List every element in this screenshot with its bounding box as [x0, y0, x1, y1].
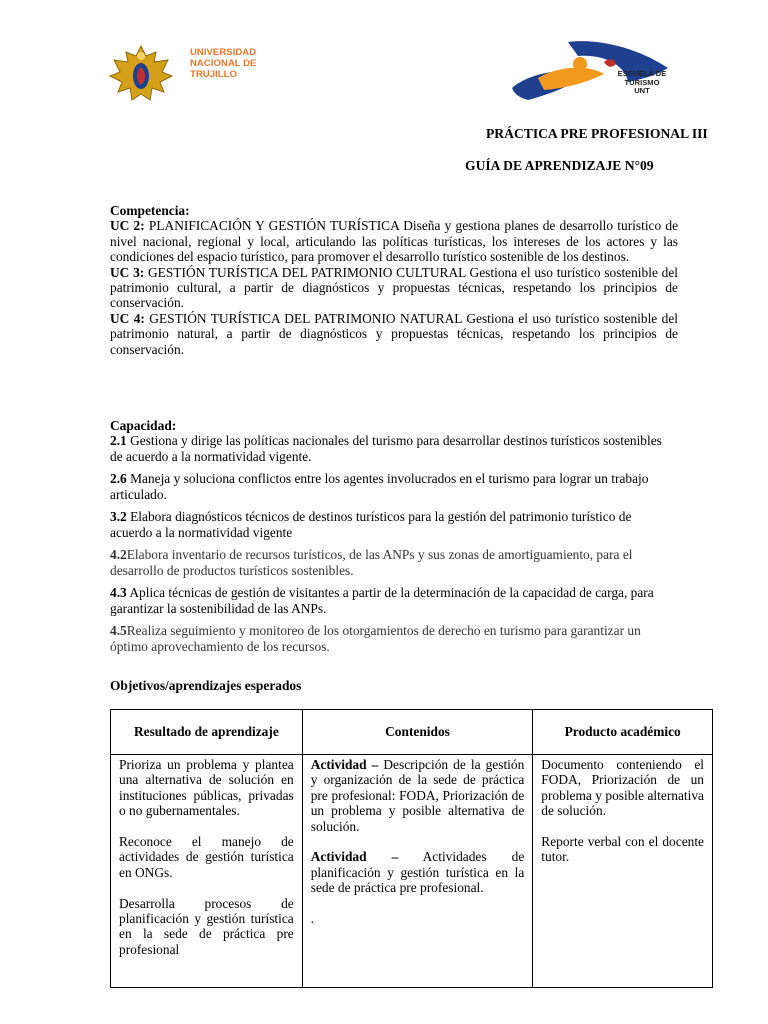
table-cell-results: Prioriza un problema y plantea una alternativa de solución en instituciones públicas, privadas o no gubernamentales. Reconoce el manejo de actividades de gestión turística en ONGs. Desarrolla procesos de planificación y gestión turística en la sede de práctica pre profesional	[111, 755, 303, 988]
competencia-item: UC 3: GESTIÓN TURÍSTICA DEL PATRIMONIO CULTURAL Gestiona el uso turístico sostenible del patrimonio cultural, a partir de diagnósticos y propuestas técnicas, respetando los principios de conservación.	[110, 264, 678, 311]
school-name: ESCUELA DE TURISMO UNT	[617, 69, 667, 96]
school-logo	[508, 38, 680, 110]
table-header-cell: Resultado de aprendizaje	[111, 710, 303, 755]
table-header-cell: Contenidos	[302, 710, 533, 755]
capacidad-heading: Capacidad:	[110, 418, 177, 433]
practice-title: PRÁCTICA PRE PROFESIONAL III	[486, 126, 708, 141]
university-name: UNIVERSIDAD NACIONAL DE TRUJILLO	[190, 47, 257, 80]
eagle-crest-icon	[106, 42, 176, 108]
table-cell-product: Documento conteniendo el FODA, Priorización de un problema y posible alternativa de solución. Reporte verbal con el docente tutor.	[533, 755, 713, 988]
competencia-section	[110, 203, 678, 357]
table-cell-contents: Actividad – Descripción de la gestión y organización de la sede de práctica pre profesional: FODA, Priorización de un problema y posible alternativa de solución. Actividad – Actividades de planificación y gestión turística en la sede de práctica pre profesional. .	[302, 755, 533, 988]
competencia-heading: Competencia:	[110, 203, 190, 218]
table-header-row	[111, 710, 713, 755]
capacidad-item: 4.5Realiza seguimiento y monitoreo de los otorgamientos de derecho en turismo para garantizar un óptimo aprovechamiento de los recursos.	[110, 623, 641, 654]
capacidad-item: 4.2Elabora inventario de recursos turísticos, de las ANPs y sus zonas de amortiguamiento, para el desarrollo de productos turísticos sostenibles.	[110, 547, 633, 578]
table-row	[111, 755, 713, 988]
learning-table	[110, 709, 713, 988]
competencia-item: UC 4: GESTIÓN TURÍSTICA DEL PATRIMONIO NATURAL Gestiona el uso turístico sostenible del patrimonio natural, a partir de diagnósticos y propuestas técnicas, respetando los principios de conservación.	[110, 310, 678, 357]
table-header-cell: Producto académico	[533, 710, 713, 755]
capacidad-item: 2.6 Maneja y soluciona conflictos entre los agentes involucrados en el turismo para lograr un trabajo articulado.	[110, 471, 649, 502]
university-logo	[106, 42, 306, 108]
capacidad-item: 3.2 Elabora diagnósticos técnicos de destinos turísticos para la gestión del patrimonio turístico de acuerdo a la normatividad vigente	[110, 509, 632, 540]
capacidad-section	[110, 418, 670, 661]
capacidad-item: 4.3 Aplica técnicas de gestión de visitantes a partir de la determinación de la capacidad de carga, para garantizar la sostenibilidad de las ANPs.	[110, 585, 654, 616]
objetivos-heading: Objetivos/aprendizajes esperados	[110, 678, 302, 693]
competencia-item: UC 2: PLANIFICACIÓN Y GESTIÓN TURÍSTICA Diseña y gestiona planes de desarrollo turístico de nivel nacional, regional y local, articulando las políticas turísticas, los intereses de los actores y las condiciones del espacio turístico, para promover el desarrollo turístico sostenible de los destinos.	[110, 218, 679, 265]
guide-title: GUÍA DE APRENDIZAJE N°09	[465, 158, 654, 173]
capacidad-item: 2.1 Gestiona y dirige las políticas nacionales del turismo para desarrollar destinos turísticos sostenibles de acuerdo a la normatividad vigente.	[110, 433, 662, 464]
